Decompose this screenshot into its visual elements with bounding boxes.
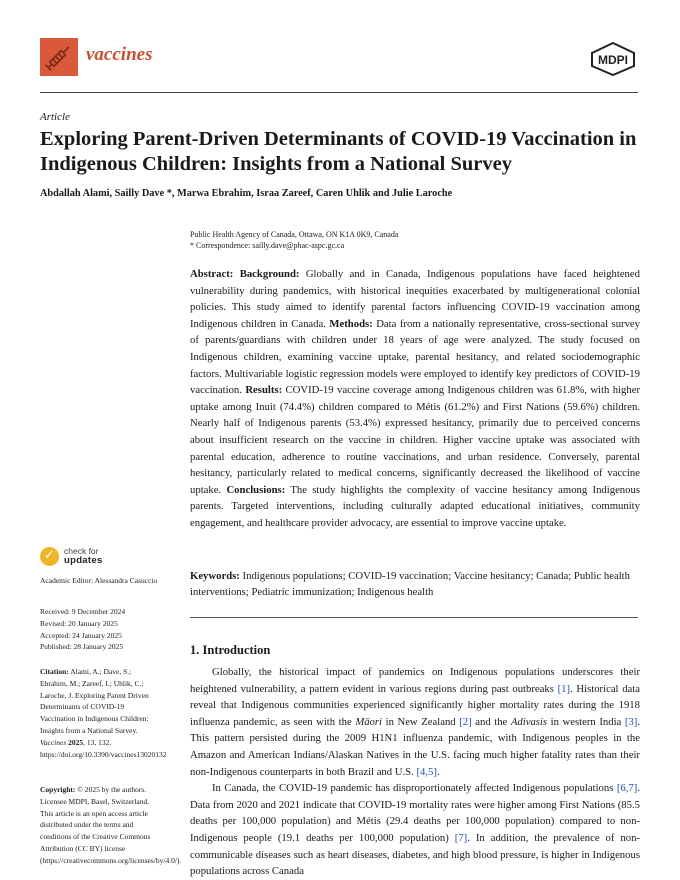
intro-text: . Data from 2020 and 2021 indicate that COVID-19 mortality rates were higher among First Nations (85.5 deaths per 100,000 population) and Métis (29.4 deaths per 100,000 population) compared to non-Indigenous people (19.1 deaths per 100,000 population) xyxy=(190,782,640,844)
journal-name[interactable]: vaccines xyxy=(86,44,153,65)
intro-text: . xyxy=(436,765,440,778)
citation-link[interactable]: [3] xyxy=(624,715,638,728)
intro-paragraph xyxy=(190,780,640,880)
article-title: Exploring Parent-Driven Determinants of COVID-19 Vaccination in Indigenous Children: Insights from a National Survey xyxy=(40,128,637,175)
intro-text: in New Zealand xyxy=(382,715,460,728)
abstract-label: Abstract: xyxy=(190,268,234,280)
dates-block xyxy=(40,606,160,653)
intro-text: Globally, the historical impact of pandemics on Indigenous populations underscores their heightened vulnerability, a pattern evident in various regions during past outbreaks xyxy=(190,666,640,695)
citation-journal: Vaccines xyxy=(40,737,67,747)
abstract-methods: Data from a nationally representative, cross-sectional survey of parents/guardians with children under 18 years of age were analyzed. The study focused on Indigenous children, examining vaccine uptake, parental hesitancy, and related sociodemographic factors. Multivariable logistic regression models were employed to identify key predictors of COVID-19 vaccination. xyxy=(190,317,641,397)
abstract-conclusions: The study highlights the complexity of vaccine hesitancy among Indigenous parents. Targeted interventions, including culturally adapted educational initiatives, community engagement, and healthcare provider advocacy, are essential to improve vaccine uptake. xyxy=(190,483,640,529)
abstract-background: Globally and in Canada, Indigenous populations have faced heightened vulnerability during pandemics, with historical inequities exacerbated by multigenerational colonial policies. This study aimed to identify parental factors influencing COVID-19 vaccination among Indigenous children in Canada. xyxy=(190,268,640,330)
keywords-label: Keywords: xyxy=(190,570,240,582)
intro-heading: 1. Introduction xyxy=(190,643,271,657)
intro-text: in western India xyxy=(547,715,625,728)
citation-link[interactable]: [2] xyxy=(459,715,472,728)
accepted-date: Accepted: 24 January 2025 xyxy=(40,630,122,640)
citation-doi[interactable]: , 13, 132. https://doi.org/10.3390/vaccines13020132 xyxy=(40,737,167,759)
header-rule xyxy=(40,92,638,93)
intro-text: and the xyxy=(471,715,511,728)
journal-logo xyxy=(40,38,78,76)
received-date: Received: 9 December 2024 xyxy=(40,607,126,616)
keywords xyxy=(190,568,640,600)
correspondence[interactable]: * Correspondence: sailly.dave@phac-aspc.gc.ca xyxy=(190,241,345,250)
syringe-icon xyxy=(40,38,78,76)
keywords-text: Indigenous populations; COVID-19 vaccination; Vaccine hesitancy; Canada; Public health interventions; Pediatric immunization; Indigenous health xyxy=(190,570,630,598)
intro-text: . In addition, the prevalence of non-communicable diseases such as heart diseases, diabetes, and high blood pressure, is higher in Indigenous populations across Canada xyxy=(190,831,640,878)
citation-block xyxy=(40,666,167,760)
intro-italic: Adivasis xyxy=(510,715,548,728)
mdpi-logo-text: MDPI xyxy=(598,53,628,67)
intro-text: In Canada, the COVID-19 pandemic has disproportionately affected Indigenous populations xyxy=(212,782,617,795)
copyright-text: © 2025 by the authors. Licensee MDPI, Basel, Switzerland. This article is an open access article distributed under the terms and conditions of the Creative Commons Attribution (CC BY) license (https://creativecommons.org/licenses/by/4.0/). xyxy=(40,785,182,865)
abstract-conclusions-label: Conclusions: xyxy=(226,483,286,496)
abstract-results: COVID-19 vaccine coverage among Indigenous children was 61.8%, with higher uptake among Inuit (74.4%) children compared to Métis (61.2%) and First Nations (59.6%) children. Nearly half of Indigenous parents (53.4%) expressed hesitancy, primarily due to perceived concerns about insufficient research on the vaccine in children. Higher vaccine uptake was associated with parental education, adherence to routine vaccinations, and urban residence. Conversely, parental hesitancy, particularly related to medical concerns, significantly decreased the likelihood of vaccine uptake. xyxy=(190,384,641,496)
abstract xyxy=(190,266,640,532)
revised-date: Revised: 20 January 2025 xyxy=(40,618,118,628)
article-type: Article xyxy=(40,111,70,123)
published-date: Published: 28 January 2025 xyxy=(40,642,124,652)
affiliation: Public Health Agency of Canada, Ottawa, ON K1A 0K9, Canada xyxy=(190,230,399,239)
check-for-updates-badge[interactable] xyxy=(40,546,160,570)
intro-text: . This pattern persisted during the 2009 H1N1 influenza pandemic, with Indigenous peoples in the Amazon and American Indians/Alaskan Natives in the U.S. facing much higher fatality rates than their non-Indigenous counterparts in both Brazil and U.S. xyxy=(190,715,640,778)
citation-link[interactable]: [7] xyxy=(454,831,468,844)
updates-top-text: check for xyxy=(64,546,99,556)
intro-italic: Māori xyxy=(355,715,383,728)
abstract-methods-label: Methods: xyxy=(329,317,373,330)
academic-editor: Academic Editor: Alessandra Casuccio xyxy=(40,576,158,585)
mdpi-logo[interactable] xyxy=(590,42,636,76)
citation-link[interactable]: [4,5] xyxy=(416,765,437,778)
copyright-label: Copyright: xyxy=(40,785,76,794)
citation-label: Citation: xyxy=(40,667,69,676)
author-list: Abdallah Alami, Sailly Dave *, Marwa Ebrahim, Israa Zareef, Caren Uhlik and Julie Laroche xyxy=(40,188,453,199)
affiliation-block xyxy=(190,229,398,251)
intro-body xyxy=(190,664,640,880)
updates-bottom-text: updates xyxy=(64,555,103,566)
copyright-block xyxy=(40,784,182,867)
citation-text: Alami, A.; Dave, S.; Ebrahim, M.; Zareef, I.; Uhlik, C.; Laroche, J. Exploring Parent Driven Determinants of COVID-19 Vaccination in Indigenous Children: Insights from a National Survey. xyxy=(40,667,149,735)
citation-link[interactable]: [6,7] xyxy=(616,782,638,795)
intro-paragraph xyxy=(190,664,640,780)
intro-text: . Historical data reveal that Indigenous communities experienced significantly higher mortality rates during the 1918 influenza pandemic, as seen with the xyxy=(190,682,640,728)
abstract-background-label: Background: xyxy=(239,268,300,280)
citation-link[interactable]: [1] xyxy=(557,682,571,695)
section-rule xyxy=(190,617,638,618)
citation-year: 2025 xyxy=(68,737,84,747)
abstract-results-label: Results: xyxy=(245,384,283,397)
checkmark-icon: ✓ xyxy=(44,548,55,563)
